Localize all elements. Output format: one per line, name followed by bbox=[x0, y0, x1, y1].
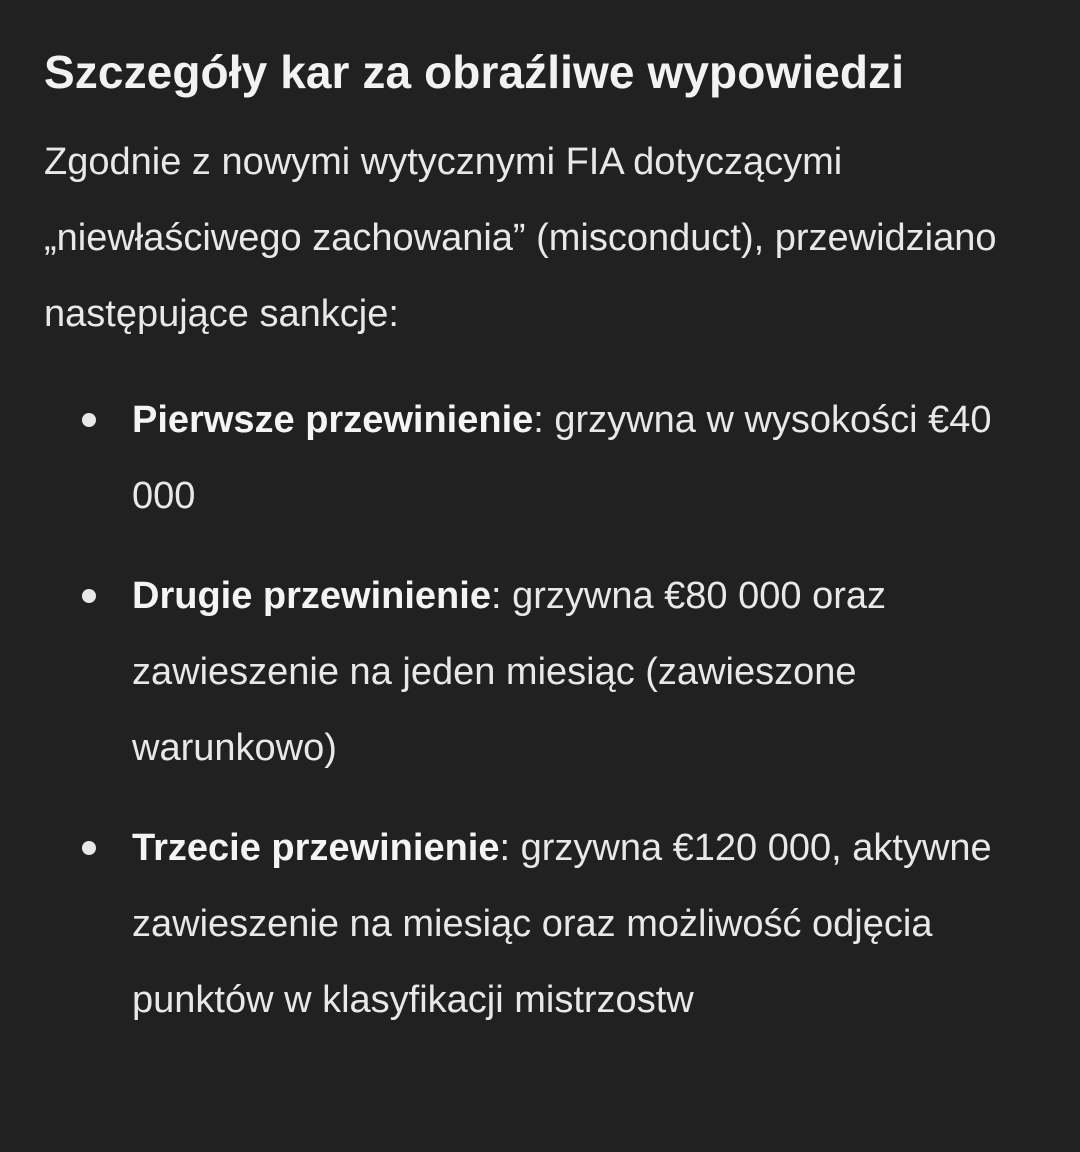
offense-term: Drugie przewinienie bbox=[132, 575, 491, 617]
offense-term: Trzecie przewinienie bbox=[132, 827, 500, 869]
list-item-third-offense bbox=[44, 810, 1040, 1038]
list-item-second-offense bbox=[44, 558, 1040, 786]
section-heading: Szczegóły kar za obraźliwe wypowiedzi bbox=[44, 46, 905, 98]
term-separator: : bbox=[490, 575, 502, 617]
bullet-icon bbox=[82, 841, 96, 855]
list-item-first-offense bbox=[44, 382, 1040, 534]
bullet-icon bbox=[82, 589, 96, 603]
intro-paragraph: Zgodnie z nowymi wytycznymi FIA dotyczącymi „niewłaściwego zachowania” (misconduct), przewidziano następujące sankcje: bbox=[44, 141, 997, 335]
penalty-description: grzywna €120 000, aktywne zawieszenie na miesiąc oraz możliwość odjęcia punktów w klasyfikacji mistrzostw bbox=[132, 827, 992, 1021]
term-separator: : bbox=[533, 399, 544, 441]
offense-term: Pierwsze przewinienie bbox=[132, 399, 534, 441]
bullet-icon bbox=[82, 413, 96, 427]
term-separator: : bbox=[499, 827, 511, 869]
penalty-description: grzywna w wysokości €40 000 bbox=[132, 399, 992, 517]
penalty-list bbox=[44, 382, 1040, 1038]
penalty-description: grzywna €80 000 oraz zawieszenie na jeden miesiąc (zawieszone warunkowo) bbox=[132, 575, 886, 769]
